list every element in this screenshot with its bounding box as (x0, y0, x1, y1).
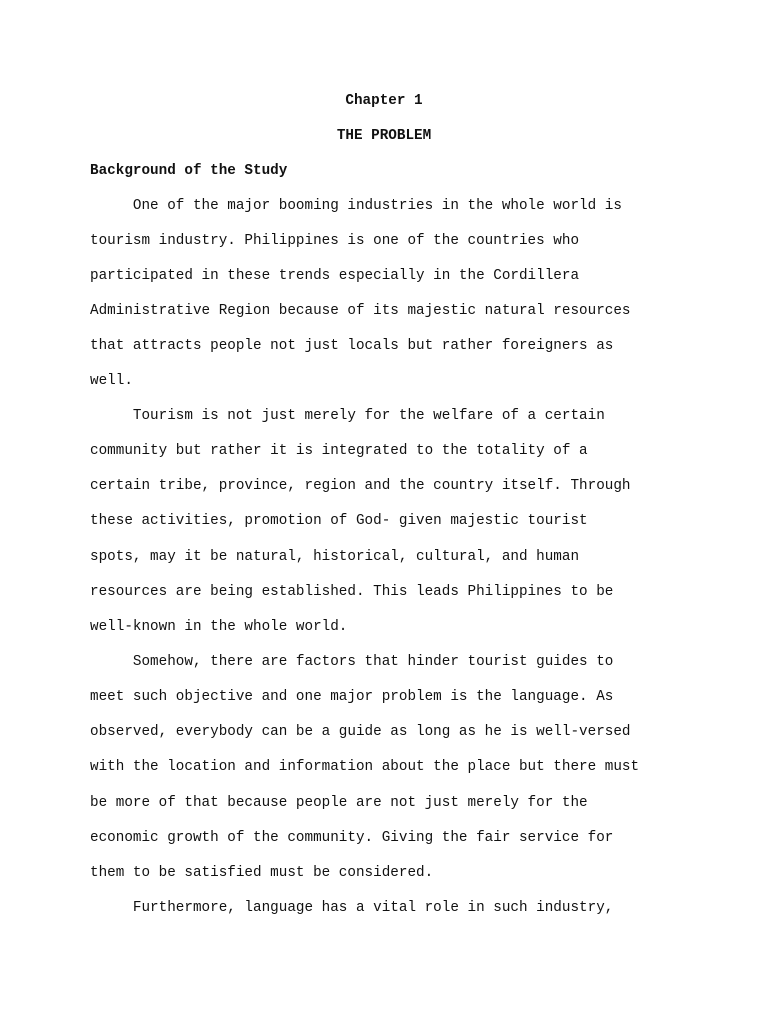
chapter-label: Chapter 1 (345, 93, 423, 109)
paragraph-line: with the location and information about the place but there must (90, 759, 640, 775)
paragraph-line: Somehow, there are factors that hinder tourist guides to (90, 654, 614, 670)
paragraph-line: well-known in the whole world. (90, 619, 348, 635)
paragraph-line: observed, everybody can be a guide as long as he is well-versed (90, 724, 631, 740)
chapter-title: THE PROBLEM (336, 128, 432, 144)
paragraph-line: spots, may it be natural, historical, cultural, and human (90, 549, 580, 565)
paragraph-line: participated in these trends especially in the Cordillera (90, 268, 580, 284)
section-heading: Background of the Study (90, 163, 288, 179)
paragraph-line: economic growth of the community. Giving the fair service for (90, 830, 614, 846)
paragraph-line: resources are being established. This leads Philippines to be (90, 584, 614, 600)
paragraph-line: well. (90, 373, 133, 389)
paragraph-line: Furthermore, language has a vital role in such industry, (90, 900, 614, 916)
paragraph-line: that attracts people not just locals but rather foreigners as (90, 338, 614, 354)
paragraph-line: community but rather it is integrated to the totality of a (90, 443, 588, 459)
paragraph-line: Administrative Region because of its majestic natural resources (90, 303, 631, 319)
paragraph-line: One of the major booming industries in the whole world is (90, 198, 622, 214)
paragraph-line: certain tribe, province, region and the country itself. Through (90, 478, 631, 494)
paragraph-line: meet such objective and one major problem is the language. As (90, 689, 614, 705)
paragraph-line: these activities, promotion of God- given majestic tourist (90, 513, 588, 529)
paragraph-line: tourism industry. Philippines is one of the countries who (90, 233, 580, 249)
paragraph-line: them to be satisfied must be considered. (90, 865, 434, 881)
paragraph-line: be more of that because people are not just merely for the (90, 795, 588, 811)
paragraph-line: Tourism is not just merely for the welfare of a certain (90, 408, 605, 424)
